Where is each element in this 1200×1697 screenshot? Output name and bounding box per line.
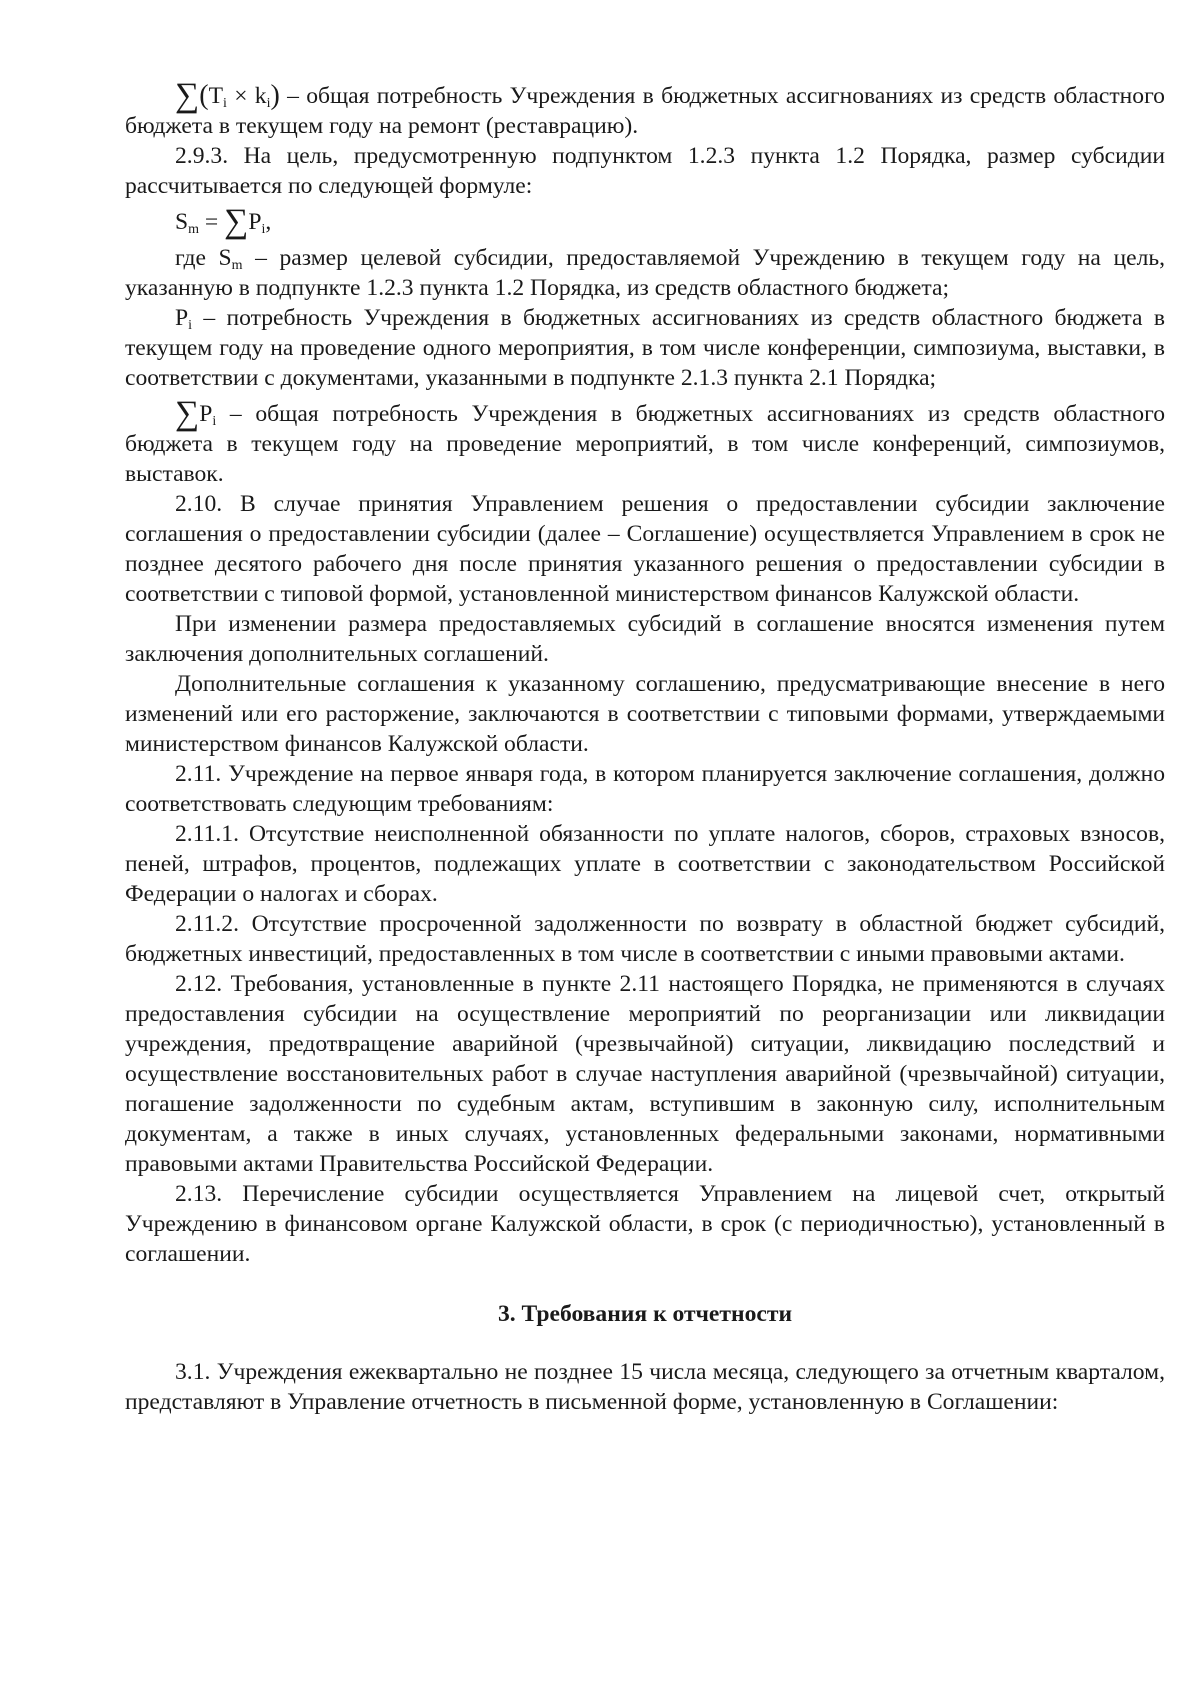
paragraph-2-11-1: 2.11.1. Отсутствие неисполненной обязанности по уплате налогов, сборов, страховых взносов, пеней, штрафов, процентов, подлежащих уплате в соответствии с законодательством Российской Федерации о налогах и сборах. [125,821,1165,907]
paragraph-2-11: 2.11. Учреждение на первое января года, в котором планируется заключение соглашения, должно соответствовать следующим требованиям: [125,761,1165,817]
paragraph-2-11-2: 2.11.2. Отсутствие просроченной задолженности по возврату в областной бюджет субсидий, бюджетных инвестиций, предоставленных в том числе в соответствии с иными правовыми актами. [125,911,1165,967]
paragraph-2-13: 2.13. Перечисление субсидии осуществляется Управлением на лицевой счет, открытый Учреждению в финансовом органе Калужской области, в срок (с периодичностью), установленный в соглашении. [125,1181,1165,1267]
paragraph-2-12: 2.12. Требования, установленные в пункте 2.11 настоящего Порядка, не применяются в случаях предоставления субсидии на осуществление мероприятий по реорганизации или ликвидации учреждения, предотвращение аварийной (чрезвычайной) ситуации, ликвидацию последствий и осуществление восстановительных работ в случае наступления аварийной (чрезвычайной) ситуации, погашение задолженности по судебным актам, вступившим в законную силу, исполнительным документам, а также в иных случаях, установленных федеральными законами, нормативными правовыми актами Правительства Российской Федерации. [125,971,1165,1177]
document-page [125,77,1165,1417]
formula-sum-tk: $\sum(T_i \times k_i)$ [175,77,280,114]
formula-sm: $S_m = \sum P_i$, [175,203,272,240]
section-3-heading: 3. Требования к отчетности [497,1301,793,1327]
paragraph-2-10: 2.10. В случае принятия Управлением решения о предоставлении субсидии заключение соглашения о предоставлении субсидии (далее – Соглашение) осуществляется Управлением в срок не позднее десятого рабочего дня после принятия указанного решения о предоставлении субсидии в соответствии с типовой формой, установленной министерством финансов Калужской области. [125,491,1165,607]
paragraph-3-1: 3.1. Учреждения ежеквартально не позднее 15 числа месяца, следующего за отчетным кварталом, представляют в Управление отчетность в письменной форме, установленную в Соглашении: [125,1359,1165,1415]
paragraph-change: При изменении размера предоставляемых субсидий в соглашение вносятся изменения путем заключения дополнительных соглашений. [125,611,1165,667]
formula-sum-tk-definition: $\sum(T_i \times k_i)$ – общая потребность Учреждения в бюджетных ассигнованиях из средств областного бюджета в текущем году на ремонт (реставрацию). [125,77,1165,139]
paragraph-additional: Дополнительные соглашения к указанному соглашению, предусматривающие внесение в него изменений или его расторжение, заключаются в соответствии с типовыми формами, утверждаемыми министерством финансов Калужской области. [125,671,1165,757]
paragraph-2-9-3: 2.9.3. На цель, предусмотренную подпунктом 1.2.3 пункта 1.2 Порядка, размер субсидии рассчитывается по следующей формуле: [125,143,1165,199]
formula-sum-pi: $\sum P_i$ [175,395,217,432]
sum-pi-definition: $\sum P_i$ – общая потребность Учреждения в бюджетных ассигнованиях из средств областного бюджета в текущем году на проведение мероприятий, в том числе конференций, симпозиумов, выставок. [125,395,1165,487]
sm-definition: где $S_m$ – размер целевой субсидии, предоставляемой Учреждению в текущем году на цель, указанную в подпункте 1.2.3 пункта 1.2 Порядка, из средств областного бюджета; [125,245,1165,301]
pi-definition: $P_i$ – потребность Учреждения в бюджетных ассигнованиях из средств областного бюджета в текущем году на проведение одного мероприятия, в том числе конференции, симпозиума, выставки, в соответствии с документами, указанными в подпункте 2.1.3 пункта 2.1 Порядка; [125,305,1165,391]
